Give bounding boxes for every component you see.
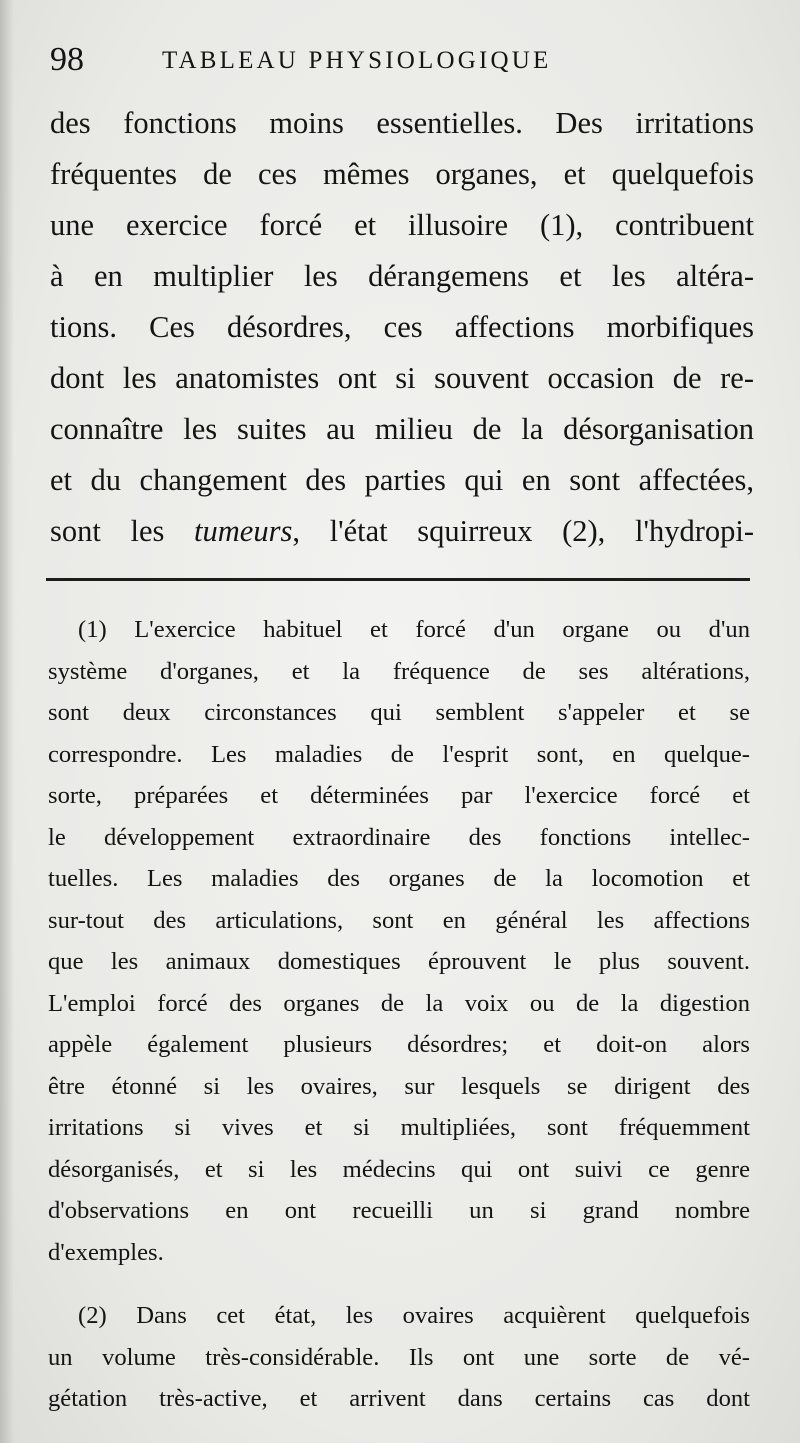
footnote-line: L'emploi forcé des organes de la voix ou de la digestion [48,989,750,1017]
text-line: à en multiplier les dérangemens et les altéra- [50,259,754,293]
footnote-line: un volume très-considérable. Ils ont une sorte de vé- [48,1343,750,1371]
text-line: et du changement des parties qui en sont affectées, [50,463,754,497]
footnote-line: sorte, préparées et déterminées par l'exercice forcé et [48,782,750,809]
page-number: 98 [50,41,84,78]
main-text [50,98,754,557]
page-header [50,40,750,84]
footnote-line: sur-tout des articulations, sont en général les affections [48,906,750,934]
footnote-2 [48,1295,750,1420]
page-edge-shadow [0,0,14,1443]
text-line: des fonctions moins essentielles. Des irritations [50,106,754,140]
text-line: fréquentes de ces mêmes organes, et quelquefois [50,157,754,191]
running-head: TABLEAU PHYSIOLOGIQUE [162,47,552,74]
footnote-line: (1) L'exercice habituel et forcé d'un organe ou d'un [78,616,750,643]
footnote-line: sont deux circonstances qui semblent s'appeler et se [48,699,750,726]
footnote-line: le développement extraordinaire des fonctions intellec- [48,823,750,851]
footnote-line: d'exemples. [48,1238,164,1266]
footnotes [48,609,750,1420]
footnote-line: désorganisés, et si les médecins qui ont suivi ce genre [48,1155,750,1183]
footnote-line: correspondre. Les maladies de l'esprit sont, en quelque- [48,740,750,768]
footnote-line: irritations si vives et si multipliées, sont fréquemment [48,1114,750,1141]
footnote-rule [46,578,750,581]
text-fragment: sont les [50,514,195,548]
footnote-line: que les animaux domestiques éprouvent le plus souvent. [48,948,750,975]
footnote-line: appèle également plusieurs désordres; et doit-on alors [48,1031,750,1058]
text-line: une exercice forcé et illusoire (1), contribuent [50,208,754,242]
italic-term: tumeurs [194,514,293,548]
footnote-line: système d'organes, et la fréquence de ses altérations, [48,657,750,685]
text-line: dont les anatomistes ont si souvent occasion de re- [50,361,754,395]
footnote-line: (2) Dans cet état, les ovaires acquièrent quelquefois [78,1302,750,1329]
footnote-1 [48,609,750,1273]
footnote-line: être étonné si les ovaires, sur lesquels se dirigent des [48,1072,750,1100]
text-line: connaître les suites au milieu de la désorganisation [50,412,754,446]
footnote-line: tuelles. Les maladies des organes de la locomotion et [48,865,750,892]
footnote-line: gétation très-active, et arrivent dans certains cas dont [48,1385,750,1412]
text-line: tions. Ces désordres, ces affections morbifiques [50,310,754,344]
footnote-line: d'observations en ont recueilli un si grand nombre [48,1197,750,1224]
text-fragment: , l'état squirreux (2), l'hydropi- [292,514,754,548]
text-line-last [50,506,754,557]
